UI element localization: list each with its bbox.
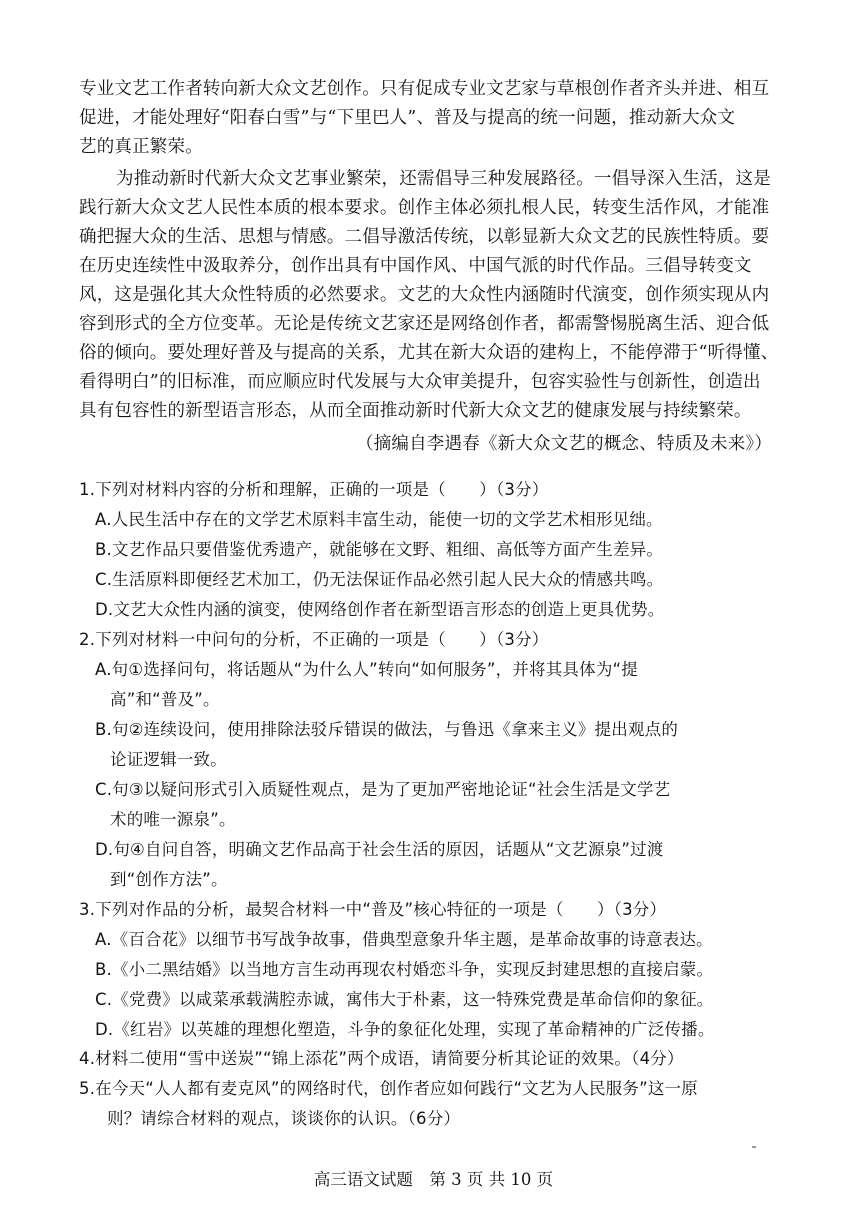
question-2-option-b: B.句②连续设问，使用排除法驳斥错误的做法，与鲁迅《拿来主义》提出观点的 xyxy=(95,720,679,739)
question-2-option-a: A.句①选择问句，将话题从“为什么人”转向“如何服务”，并将其具体为“提 xyxy=(95,660,638,679)
question-3-stem: 3.下列对作品的分析，最契合材料一中“普及”核心特征的一项是（ ）（3分） xyxy=(79,900,667,919)
text-line: 践行新大众文艺人民性本质的根本要求。创作主体必须扎根人民，转变生活作风，才能准 xyxy=(79,198,770,218)
question-1-stem: 1.下列对材料内容的分析和理解，正确的一项是（ ）（3分） xyxy=(79,480,549,499)
text-line: 促进，才能处理好“阳春白雪”与“下里巴人”、普及与提高的统一问题，推动新大众文 xyxy=(79,108,736,128)
text-line: 具有包容性的新型语言形态，从而全面推动新时代新大众文艺的健康发展与持续繁荣。 xyxy=(79,401,752,421)
question-3-option-d: D.《红岩》以英雄的理想化塑造，斗争的象征化处理，实现了革命精神的广泛传播。 xyxy=(95,1020,715,1039)
question-3-option-a: A.《百合花》以细节书写战争故事，借典型意象升华主题，是革命故事的诗意表达。 xyxy=(95,930,713,949)
question-2-stem: 2.下列对材料一中问句的分析，不正确的一项是（ ）（3分） xyxy=(79,630,549,649)
question-2-option-d-cont: 到“创作方法”。 xyxy=(110,870,228,889)
question-2-option-c-cont: 术的唯一源泉”。 xyxy=(110,810,236,829)
text-line: 容到形式的全方位变革。无论是传统文艺家还是网络创作者，都需警惕脱离生活、迎合低 xyxy=(79,314,770,334)
question-1-option-a: A.人民生活中存在的文学艺术原料丰富生动，能使一切的文学艺术相形见绌。 xyxy=(95,510,663,529)
question-3-option-c: C.《党费》以咸菜承载满腔赤诚，寓伟大于朴素，这一特殊党费是革命信仰的象征。 xyxy=(95,990,714,1009)
text-line: 为推动新时代新大众文艺事业繁荣，还需倡导三种发展路径。一倡导深入生活，这是 xyxy=(116,169,771,189)
question-2-option-d: D.句④自问自答，明确文艺作品高于社会生活的原因，话题从“文艺源泉”过渡 xyxy=(95,840,664,859)
question-1-option-b: B.文艺作品只要借鉴优秀遗产，就能够在文野、粗细、高低等方面产生差异。 xyxy=(95,540,664,559)
passage-source: （摘编自李遇春《新大众文艺的概念、特质及未来》） xyxy=(356,434,773,454)
question-5-cont: 则？请综合材料的观点，谈谈你的认识。（6分） xyxy=(107,1109,461,1128)
question-4: 4.材料二使用“雪中送炭”“锦上添花”两个成语，请简要分析其论证的效果。（4分） xyxy=(79,1049,684,1068)
question-1-option-c: C.生活原料即便经艺术加工，仍无法保证作品必然引起人民大众的情感共鸣。 xyxy=(95,570,664,589)
page-footer: 高三语文试题 第 3 页 共 10 页 xyxy=(313,1170,554,1189)
text-line: 艺的真正繁荣。 xyxy=(79,137,203,157)
question-3-option-b: B.《小二黑结婚》以当地方言生动再现农村婚恋斗争，实现反封建思想的直接启蒙。 xyxy=(95,960,714,979)
question-2-option-c: C.句③以疑问形式引入质疑性观点，是为了更加严密地论证“社会生活是文学艺 xyxy=(95,780,671,799)
scan-speck xyxy=(752,1146,756,1148)
text-line: 专业文艺工作者转向新大众文艺创作。只有促成专业文艺家与草根创作者齐头并进、相互 xyxy=(79,79,770,99)
question-1-option-d: D.文艺大众性内涵的演变，使网络创作者在新型语言形态的创造上更具优势。 xyxy=(95,600,665,619)
question-2-option-a-cont: 高”和“普及”。 xyxy=(110,690,220,709)
text-line: 在历史连续性中汲取养分，创作出具有中国作风、中国气派的时代作品。三倡导转变文 xyxy=(79,256,752,276)
question-2-option-b-cont: 论证逻辑一致。 xyxy=(110,750,227,769)
text-line: 俗的倾向。要处理好普及与提高的关系，尤其在新大众语的建构上，不能停滞于“听得懂、 xyxy=(79,343,779,363)
text-line: 风，这是强化其大众性特质的必然要求。文艺的大众性内涵随时代演变，创作须实现从内 xyxy=(79,285,770,305)
text-line: 看得明白”的旧标准，而应顺应时代发展与大众审美提升，包容实验性与创新性，创造出 xyxy=(79,372,761,392)
question-5: 5.在今天“人人都有麦克风”的网络时代，创作者应如何践行“文艺为人民服务”这一原 xyxy=(79,1079,698,1098)
text-line: 确把握大众的生活、思想与情感。二倡导激活传统，以彰显新大众文艺的民族性特质。要 xyxy=(79,227,770,247)
